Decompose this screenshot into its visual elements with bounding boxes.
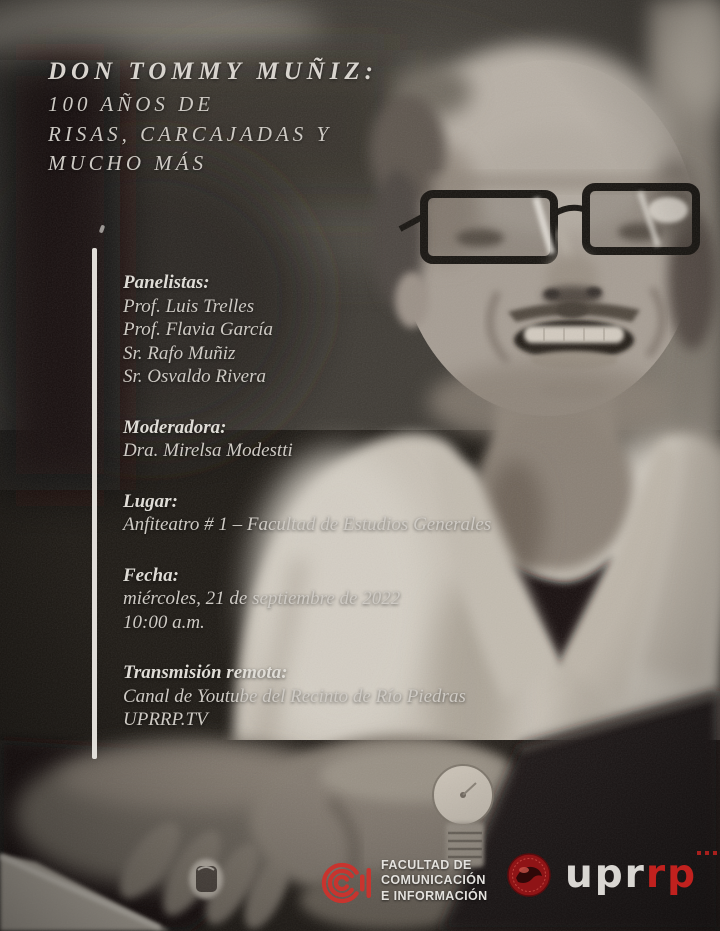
facultad-text-line2: COMUNICACIÓN xyxy=(381,873,486,888)
section-heading: Lugar: xyxy=(123,490,178,512)
venue-text: Anfiteatro # 1 – Facultad de Estudios Generales xyxy=(123,514,492,535)
section-moderadora xyxy=(123,416,491,463)
title-line-3: RISAS, CARCAJADAS Y xyxy=(48,121,333,146)
panelist-name: Prof. Flavia García xyxy=(123,319,274,340)
uprrp-logo xyxy=(506,852,697,898)
title-line-4: MUCHO MÁS xyxy=(48,151,208,175)
date-text: miércoles, 21 de septiembre de 2022 xyxy=(123,588,401,609)
facultad-text-line3: E INFORMACIÓN xyxy=(381,888,488,903)
upr-seal-icon xyxy=(506,852,552,898)
section-lugar xyxy=(123,490,491,537)
section-panelistas xyxy=(123,271,491,389)
poster-title xyxy=(48,56,378,179)
moderator-name: Dra. Mirelsa Modestti xyxy=(123,440,293,461)
section-transmision xyxy=(123,661,491,732)
facultad-logo-text xyxy=(381,858,488,905)
title-line-1: DON TOMMY MUÑIZ: xyxy=(48,58,378,85)
title-line-2: 100 AÑOS DE xyxy=(48,92,215,116)
stream-url-text: UPRRP.TV xyxy=(123,709,208,730)
uprrp-microtext-decoration xyxy=(697,851,720,855)
communication-waves-icon xyxy=(318,853,372,909)
time-text: 10:00 a.m. xyxy=(123,611,205,633)
vertical-rule xyxy=(92,248,97,759)
facultad-text-line1: FACULTAD DE xyxy=(381,857,472,872)
section-heading: Fecha: xyxy=(123,564,179,586)
section-heading: Moderadora: xyxy=(123,416,227,438)
panelist-name: Sr. Osvaldo Rivera xyxy=(123,366,267,387)
panelist-name: Sr. Rafo Muñiz xyxy=(123,342,236,364)
section-fecha xyxy=(123,564,491,635)
section-heading: Transmisión remota: xyxy=(123,662,288,683)
uprrp-text-white: upr xyxy=(565,851,646,897)
facultad-comunicacion-logo xyxy=(318,853,488,909)
panelist-name: Prof. Luis Trelles xyxy=(123,295,255,317)
stream-channel-text: Canal de Youtube del Recinto de Río Piedras xyxy=(123,685,466,707)
event-details xyxy=(123,271,491,759)
uprrp-wordmark xyxy=(565,851,698,897)
uprrp-text-red: rp xyxy=(645,851,698,897)
section-heading: Panelistas: xyxy=(123,272,210,293)
